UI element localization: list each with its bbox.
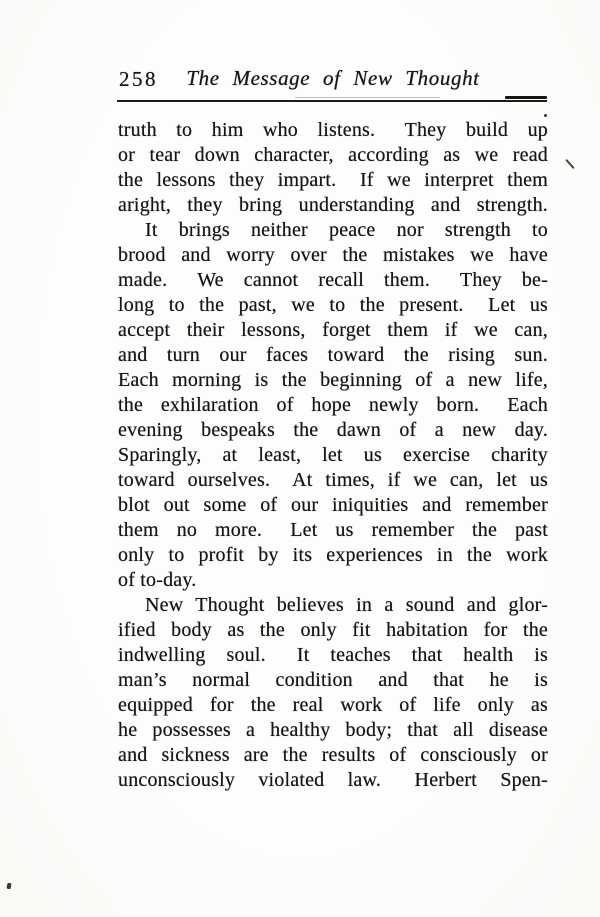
text-line: man’s normal condition and that he is <box>118 669 548 691</box>
running-title: The Message of New Thought <box>186 66 480 90</box>
text-line: only to profit by its experiences in the work <box>118 544 548 566</box>
text-line: he possesses a healthy body; that all disease <box>118 719 548 741</box>
text-line: aright, they bring understanding and strength. <box>118 194 548 216</box>
text-line: equipped for the real work of life only as <box>118 694 548 716</box>
text-line: accept their lessons, forget them if we can, <box>118 319 548 341</box>
text-line: or tear down character, according as we read <box>118 144 548 166</box>
text-line: them no more. Let us remember the past <box>118 519 548 541</box>
text-line: toward ourselves. At times, if we can, let us <box>118 469 548 491</box>
text-line: the lessons they impart. If we interpret them <box>118 169 548 191</box>
body-text <box>118 118 548 793</box>
text-line: New Thought believes in a sound and glor- <box>145 594 548 616</box>
text-line: ified body as the only fit habitation for the <box>118 619 548 641</box>
text-line: evening bespeaks the dawn of a new day. <box>118 419 548 441</box>
text-line: of to-day. <box>118 569 197 591</box>
text-line: Each morning is the beginning of a new life, <box>118 369 548 391</box>
header-rule-ghost <box>295 97 440 98</box>
text-line: truth to him who listens. They build up <box>118 119 548 141</box>
page-header <box>118 66 548 96</box>
header-rule-end-dash <box>505 96 547 99</box>
ink-speck-top-right <box>544 114 547 117</box>
text-line: Sparingly, at least, let us exercise charity <box>118 444 548 466</box>
page-number: 258 <box>119 67 158 91</box>
text-line: indwelling soul. It teaches that health is <box>118 644 548 666</box>
text-line: blot out some of our iniquities and remember <box>118 494 548 516</box>
ink-mark-right-margin <box>565 159 575 169</box>
text-line: made. We cannot recall them. They be- <box>118 269 548 291</box>
ink-speck-bottom-left <box>6 883 11 890</box>
text-line: It brings neither peace nor strength to <box>145 219 548 241</box>
text-line: long to the past, we to the present. Let us <box>118 294 548 316</box>
text-line: the exhilaration of hope newly born. Each <box>118 394 548 416</box>
text-line: unconsciously violated law. Herbert Spen- <box>118 769 548 791</box>
header-rule <box>117 100 547 102</box>
text-line: and sickness are the results of consciously or <box>118 744 548 766</box>
text-line: brood and worry over the mistakes we have <box>118 244 548 266</box>
text-line: and turn our faces toward the rising sun. <box>118 344 548 366</box>
